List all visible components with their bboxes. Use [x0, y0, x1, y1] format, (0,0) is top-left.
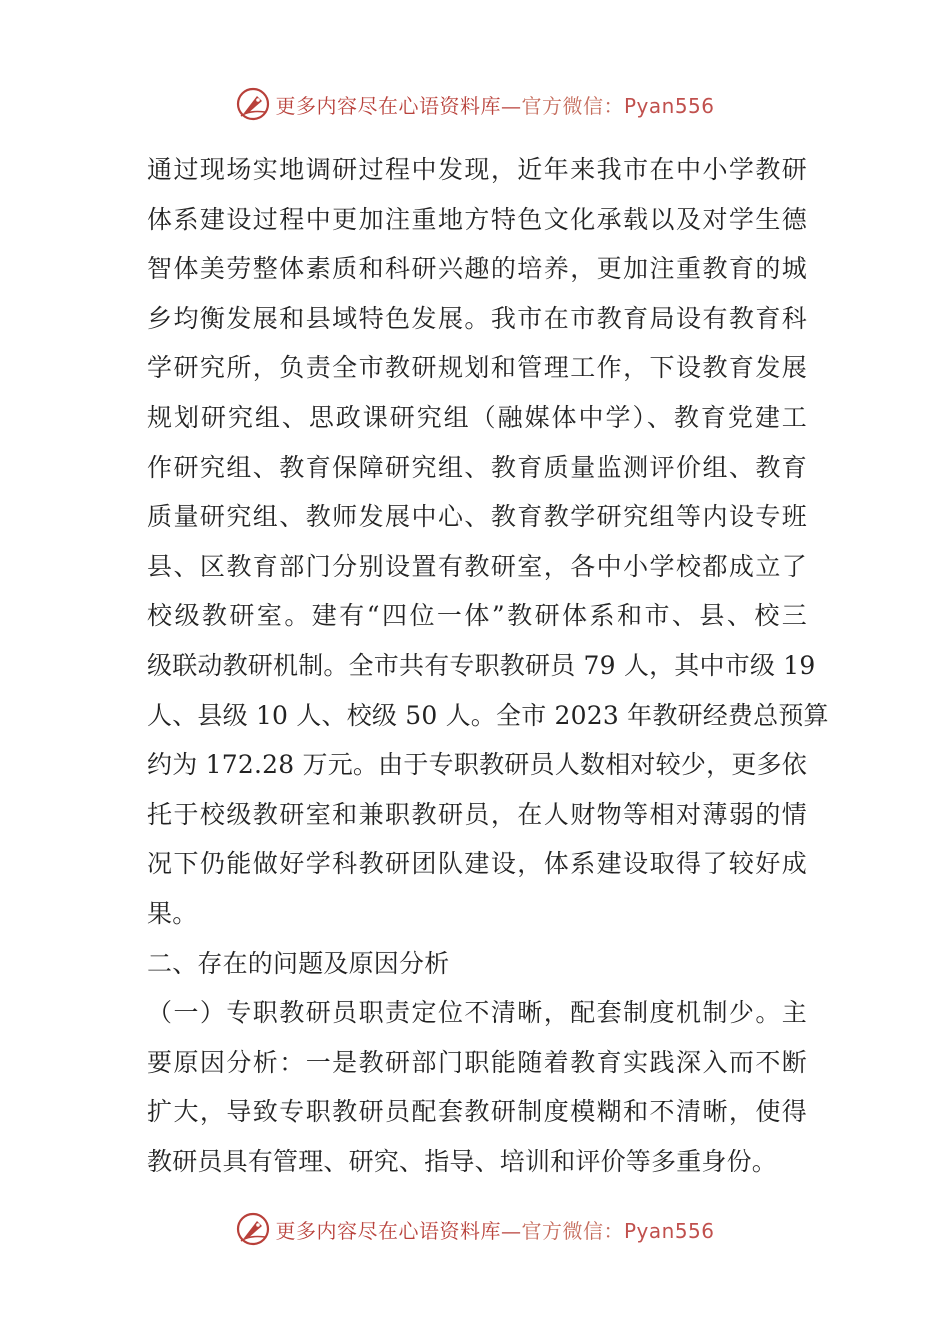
- text-line: 规划研究组、思政课研究组（融媒体中学）、教育党建工: [147, 402, 807, 432]
- text-line: 体系建设过程中更加注重地方特色文化承载以及对学生德: [147, 204, 807, 234]
- text-line: 扩大，导致专职教研员配套教研制度模糊和不清晰，使得: [147, 1097, 807, 1127]
- banner-text: 更多内容尽在心语资料库—官方微信：Pyan556: [275, 1218, 715, 1243]
- text-line: 级联动教研机制。全市共有专职教研员 79 人，其中市级 19: [147, 650, 816, 680]
- text-line: 教研员具有管理、研究、指导、培训和评价等多重身份。: [147, 1146, 778, 1176]
- text-line: 要原因分析：一是教研部门职能随着教育实践深入而不断: [147, 1047, 807, 1077]
- text-line: 质量研究组、教师发展中心、教育教学研究组等内设专班: [147, 502, 807, 532]
- text-line: 通过现场实地调研过程中发现，近年来我市在中小学教研: [147, 155, 807, 184]
- pen-nib-logo-icon: [235, 1211, 271, 1247]
- text-line: 二、存在的问题及原因分析: [147, 948, 450, 978]
- text-line: 作研究组、教育保障研究组、教育质量监测评价组、教育: [147, 452, 807, 482]
- header-banner: [0, 84, 950, 124]
- text-line: 学研究所，负责全市教研规划和管理工作，下设教育发展: [147, 353, 807, 383]
- text-line: （一）专职教研员职责定位不清晰，配套制度机制少。主: [147, 998, 807, 1028]
- text-line: 托于校级教研室和兼职教研员，在人财物等相对薄弱的情: [147, 799, 807, 829]
- text-line: 县、区教育部门分别设置有教研室，各中小学校都成立了: [147, 551, 807, 581]
- text-line: 况下仍能做好学科教研团队建设，体系建设取得了较好成: [147, 849, 807, 879]
- footer-banner: [0, 1209, 950, 1249]
- text-line: 果。: [147, 898, 198, 928]
- text-line: 约为 172.28 万元。由于专职教研员人数相对较少，更多依: [147, 750, 807, 780]
- pen-nib-logo-icon: [235, 86, 271, 122]
- text-line: 人、县级 10 人、校级 50 人。全市 2023 年教研经费总预算: [147, 700, 829, 730]
- text-line: 智体美劳整体素质和科研兴趣的培养，更加注重教育的城: [147, 254, 807, 284]
- text-line: 校级教研室。建有“四位一体”教研体系和市、县、校三: [147, 601, 807, 631]
- text-line: 乡均衡发展和县域特色发展。我市在市教育局设有教育科: [147, 303, 807, 333]
- banner-text: 更多内容尽在心语资料库—官方微信：Pyan556: [275, 93, 715, 118]
- document-body: [147, 145, 829, 1186]
